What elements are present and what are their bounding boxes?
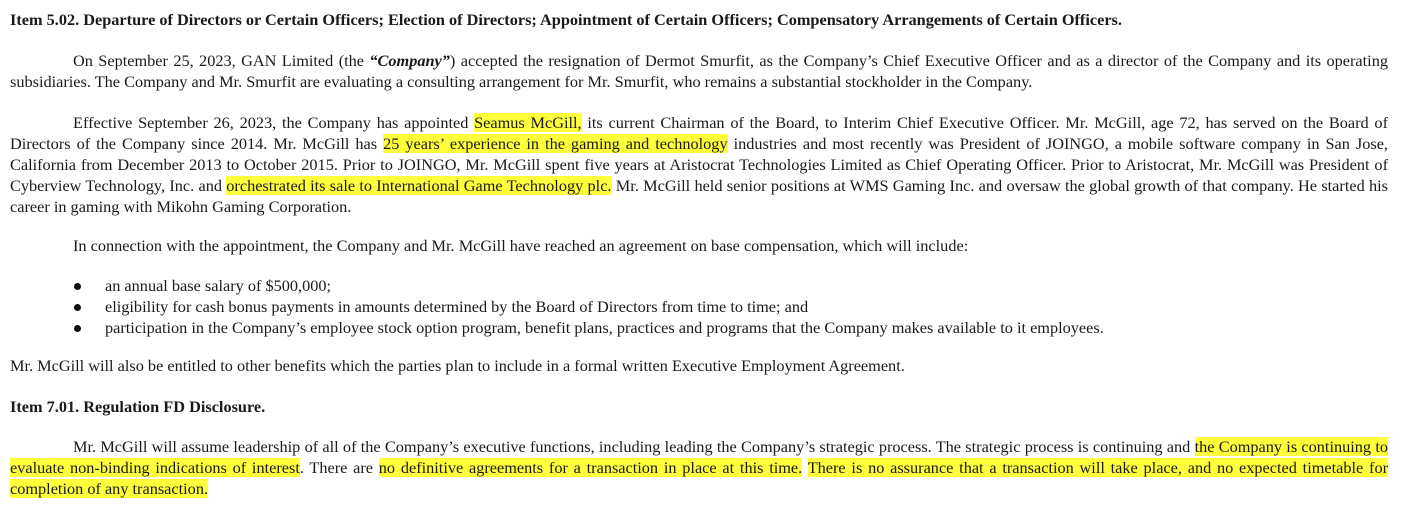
list-item: [74, 275, 1104, 296]
para1-text-after: ) accepted the resignation of Dermot Smurfit, as the Company’s Chief Executive Officer and as a director of the Company and its operating subsidiaries. The Company and Mr. Smurfit are evaluating a consulting arrangement for Mr. Smurfit, who remains a substantial stockholder in the Company.: [10, 51, 1388, 91]
fd-text-2: . There are: [299, 458, 379, 477]
regulation-fd-paragraph: [10, 436, 1388, 499]
item-502-heading: Item 5.02. Departure of Directors or Certain Officers; Election of Directors; Appointment of Certain Officers; Compensatory Arrangements of Certain Officers.: [10, 10, 1122, 29]
highlight-experience: 25 years’ experience in the gaming and technology: [383, 134, 728, 153]
highlight-evaluating-interest: the Company is continuing to evaluate non-binding indications of interest: [10, 437, 1388, 477]
bullet-icon: [74, 304, 81, 311]
company-defined-term: “Company”: [369, 51, 450, 70]
para2-text-3: industries and most recently was President of JOINGO, a mobile software company in San Jose, California from December 2013 to October 2015. Prior to JOINGO, Mr. McGill spent five years at Aristocrat Technologies Limited as Chief Operating Officer. Prior to Aristocrat, Mr. McGill was President of Cyberview Technology, Inc. and: [10, 134, 1388, 195]
highlight-no-assurance: There is no assurance that a transaction will take place, and no expected timetable for completion of any transaction.: [10, 458, 1389, 498]
bullet-icon: [74, 325, 81, 332]
bullet-text: eligibility for cash bonus payments in amounts determined by the Board of Directors from time to time; and: [105, 297, 809, 316]
highlight-igt-sale: orchestrated its sale to International Game Technology plc.: [226, 176, 612, 195]
para2-text-1: Effective September 26, 2023, the Company has appointed: [73, 113, 475, 132]
bullet-text: an annual base salary of $500,000;: [105, 276, 332, 295]
highlight-no-definitive-agreements: no definitive agreements for a transaction in place at this time.: [378, 458, 803, 477]
list-item: [74, 317, 1104, 338]
bullet-icon: [74, 283, 81, 290]
para2-text-2: its current Chairman of the Board, to Interim Chief Executive Officer. Mr. McGill, age 72, has served on the Board of Directors of the Company since 2014. Mr. McGill has: [10, 113, 1388, 153]
benefits-paragraph: Mr. McGill will also be entitled to other benefits which the parties plan to include in a formal written Executive Employment Agreement.: [10, 356, 905, 375]
bullet-text: participation in the Company’s employee stock option program, benefit plans, practices and programs that the Company makes available to it employees.: [105, 318, 1104, 337]
highlight-seamus-mcgill: Seamus McGill,: [474, 113, 582, 132]
fd-text-3: [802, 458, 807, 477]
compensation-list: [74, 275, 1104, 338]
item-701-heading: Item 7.01. Regulation FD Disclosure.: [10, 397, 266, 416]
fd-text-1: Mr. McGill will assume leadership of all of the Company’s executive functions, including leading the Company’s strategic process. The strategic process is continuing and: [73, 437, 1195, 456]
list-item: [74, 296, 1104, 317]
appointment-paragraph: [10, 112, 1388, 217]
compensation-intro-paragraph: In connection with the appointment, the Company and Mr. McGill have reached an agreement on base compensation, which will include:: [73, 236, 969, 255]
para1-text-before: On September 25, 2023, GAN Limited (the: [73, 51, 370, 70]
para2-text-4: Mr. McGill held senior positions at WMS Gaming Inc. and oversaw the global growth of that company. He started his career in gaming with Mikohn Gaming Corporation.: [10, 176, 1388, 216]
resignation-paragraph: [10, 50, 1388, 92]
